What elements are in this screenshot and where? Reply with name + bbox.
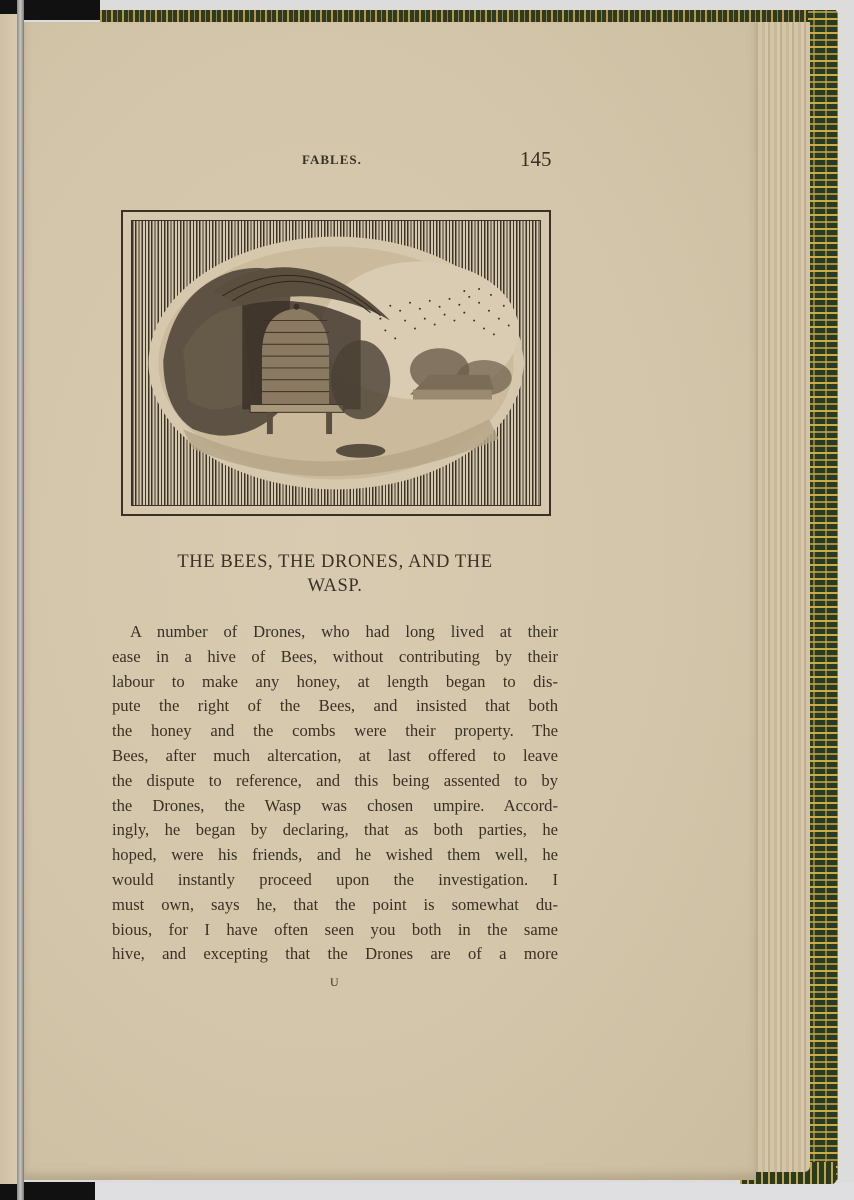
background-dark-corner-bottom bbox=[0, 1182, 95, 1200]
fable-title bbox=[110, 550, 560, 598]
book-gutter bbox=[17, 0, 24, 1200]
text-line: the Drones, the Wasp was chosen umpire. Accord- bbox=[112, 795, 558, 815]
background-surface bbox=[95, 1183, 854, 1200]
facing-page-edge bbox=[0, 14, 18, 1184]
fable-title-line-2: WASP. bbox=[307, 576, 363, 596]
gilt-cover-border-right bbox=[808, 10, 838, 1182]
text-line: hoped, were his friends, and he wished them well, he bbox=[112, 845, 558, 865]
text-line: the dispute to reference, and this being assented to by bbox=[112, 770, 558, 790]
page-number: 145 bbox=[520, 147, 552, 171]
text-line: pute the right of the Bees, and insisted that both bbox=[112, 696, 558, 716]
text-line: must own, says he, that the point is somewhat du- bbox=[112, 894, 558, 914]
running-head: FABLES. bbox=[302, 152, 362, 167]
fable-body bbox=[112, 620, 558, 967]
woodcut-illustration bbox=[121, 210, 551, 516]
text-line: Bees, after much altercation, at last offered to leave bbox=[112, 745, 558, 765]
text-line: hive, and excepting that the Drones are of a more bbox=[112, 944, 558, 964]
text-line: would instantly proceed upon the investigation. I bbox=[112, 869, 558, 889]
text-line: ease in a hive of Bees, without contributing by their bbox=[112, 646, 558, 666]
text-line: A number of Drones, who had long lived at their bbox=[130, 622, 558, 641]
text-line: bious, for I have often seen you both in the same bbox=[112, 919, 558, 939]
fable-title-line-1: THE BEES, THE DRONES, AND THE bbox=[177, 552, 493, 572]
text-line: ingly, he began by declaring, that as both parties, he bbox=[112, 820, 558, 840]
page-stack-fore-edge bbox=[750, 22, 810, 1172]
beehive-scene-icon bbox=[123, 212, 549, 514]
signature-mark: U bbox=[330, 975, 339, 989]
text-line: labour to make any honey, at length began to dis- bbox=[112, 671, 558, 691]
text-line: the honey and the combs were their property. The bbox=[112, 721, 558, 741]
book-page bbox=[24, 22, 756, 1180]
